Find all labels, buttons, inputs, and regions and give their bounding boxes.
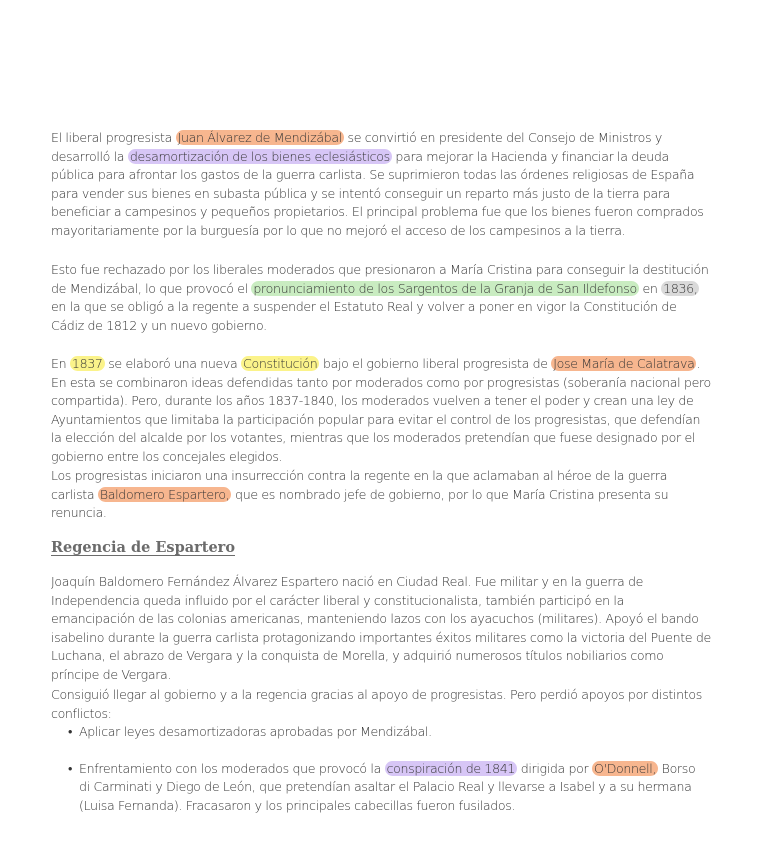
paragraph-pronunciamiento	[51, 261, 711, 335]
paragraph-conflictos-intro: Consiguió llegar al gobierno y a la regencia gracias al apoyo de progresistas. Pero perdió apoyos por distintos conflictos:	[51, 687, 702, 721]
list-item	[68, 723, 708, 742]
text-span: para mejorar la Hacienda y financiar la deuda pública para afrontar los gastos de la guerra carlista. Se suprimieron todas las órdenes religiosas de España para vender sus bienes en subasta pública y se intentó conseguir un reparto más justo de la tierra para beneficiar a campesinos y pequeños propietarios. El principal problema fue que los bienes fueron comprados mayoritariamente por la burguesía por lo que no mejoró el acceso de los campesinos a la tierra.	[51, 148, 704, 238]
text-span: dirigida por	[517, 760, 593, 776]
text-span: Borso di Carminati y Diego de León, que pretendían asaltar el Palacio Real y llevarse a Isabel y a su hermana (Luisa Fernanda). Fracasaron y los principales cabecillas fueron fusilados.	[79, 760, 696, 813]
text-span: en	[638, 280, 662, 296]
text-span: Los progresistas iniciaron una insurrección contra la regente en la que aclamaban al héroe de la guerra carlista	[51, 468, 668, 502]
text-span: Enfrentamiento con los moderados que provocó la	[79, 760, 385, 776]
text-span: El liberal progresista	[51, 130, 176, 145]
text-span: Esto fue rechazado por los liberales moderados que presionaron a María Cristina para conseguir la destitución de Mendizábal, lo que provocó el	[51, 262, 709, 296]
text-span: Aplicar leyes desamortizadoras aprobadas por Mendizábal.	[79, 724, 432, 739]
highlight-date: 1837	[71, 356, 103, 371]
text-span: se elaboró una nueva	[104, 356, 242, 371]
highlight-event: conspiración de 1841	[386, 760, 516, 776]
text-span: que es nombrado jefe de gobierno, por lo que María Cristina presenta su renuncia.	[51, 486, 669, 521]
conflict-list	[68, 723, 708, 815]
highlight-person: Baldomero Espartero,	[99, 486, 230, 502]
highlight-person: O'Donnell,	[594, 760, 657, 776]
paragraph-constitucion-1837	[51, 355, 711, 467]
text-span: En	[51, 356, 70, 371]
highlight-date: 1836,	[663, 280, 698, 296]
text-span: bajo el gobierno liberal progresista de	[319, 356, 552, 371]
highlight-person: Jose María de Calatrava	[553, 356, 695, 371]
text-span: se convirtió en presidente del Consejo de Ministros y desarrolló la	[51, 130, 662, 164]
highlight-event: pronunciamiento de los Sargentos de la Granja de San Ildefonso	[253, 280, 637, 296]
highlight-concept: Constitución	[243, 356, 318, 371]
text-span: . En esta se combinaron ideas defendidas tanto por moderados como por progresistas (soberanía nacional pero compartida). Pero, durante los años 1837-1840, los moderados vuelven a tener el poder y crean una ley de Ayuntamientos que limitaba la participación popular para evitar el control de los progresistas, que defendían la elección del alcalde por los votantes, mientras que los moderados pretendían que fuese designado por el gobierno entre los concejales elegidos.	[51, 356, 711, 464]
highlight-person: Juan Álvarez de Mendizábal	[177, 130, 342, 145]
paragraph-insurreccion	[51, 467, 711, 523]
paragraph-mendizabal	[51, 129, 711, 241]
highlight-concept: desamortización de los bienes eclesiásticos	[129, 148, 390, 164]
text-span: en la que se obligó a la regente a suspender el Estatuto Real y volver a poner en vigor la Constitución de Cádiz de 1812 y un nuevo gobierno.	[51, 299, 677, 333]
paragraph-espartero-bio: Joaquín Baldomero Fernández Álvarez Espartero nació en Ciudad Real. Fue militar y en la guerra de Independencia queda influido por el carácter liberal y constitucionalista, también participó en la emancipación de las colonias americanas, manteniendo lazos con los ayacuchos (militares). Apoyó el bando isabelino durante la guerra carlista protagonizando importantes éxitos militares como la victoria del Puente de Luchana, el abrazo de Vergara y la conquista de Morella, y adquirió numerosos títulos nobiliarios como príncipe de Vergara.	[51, 574, 711, 682]
section-heading: Regencia de Espartero	[51, 539, 235, 556]
list-item	[68, 760, 708, 816]
